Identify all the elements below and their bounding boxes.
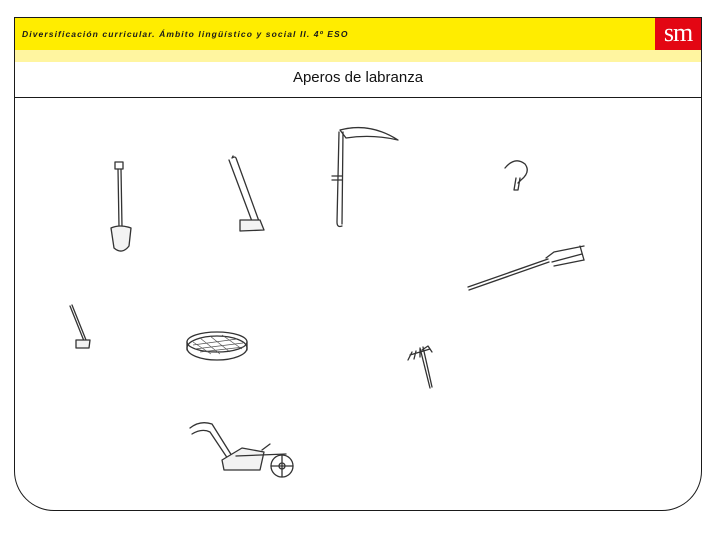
scythe-icon [332, 128, 398, 227]
publisher-logo: sm [655, 18, 701, 50]
sieve-icon [187, 332, 247, 360]
course-line: Diversificación curricular. Ámbito lingüístico y social II. 4º ESO [22, 29, 349, 39]
plough-icon [190, 423, 293, 477]
hand-rake-icon [408, 346, 432, 388]
small-hoe-icon [70, 305, 90, 348]
spade-icon [111, 162, 131, 251]
slide-title: Aperos de labranza [292, 69, 424, 86]
pitchfork-icon [468, 246, 584, 290]
sickle-icon [505, 161, 527, 190]
hoe-icon [229, 156, 264, 231]
